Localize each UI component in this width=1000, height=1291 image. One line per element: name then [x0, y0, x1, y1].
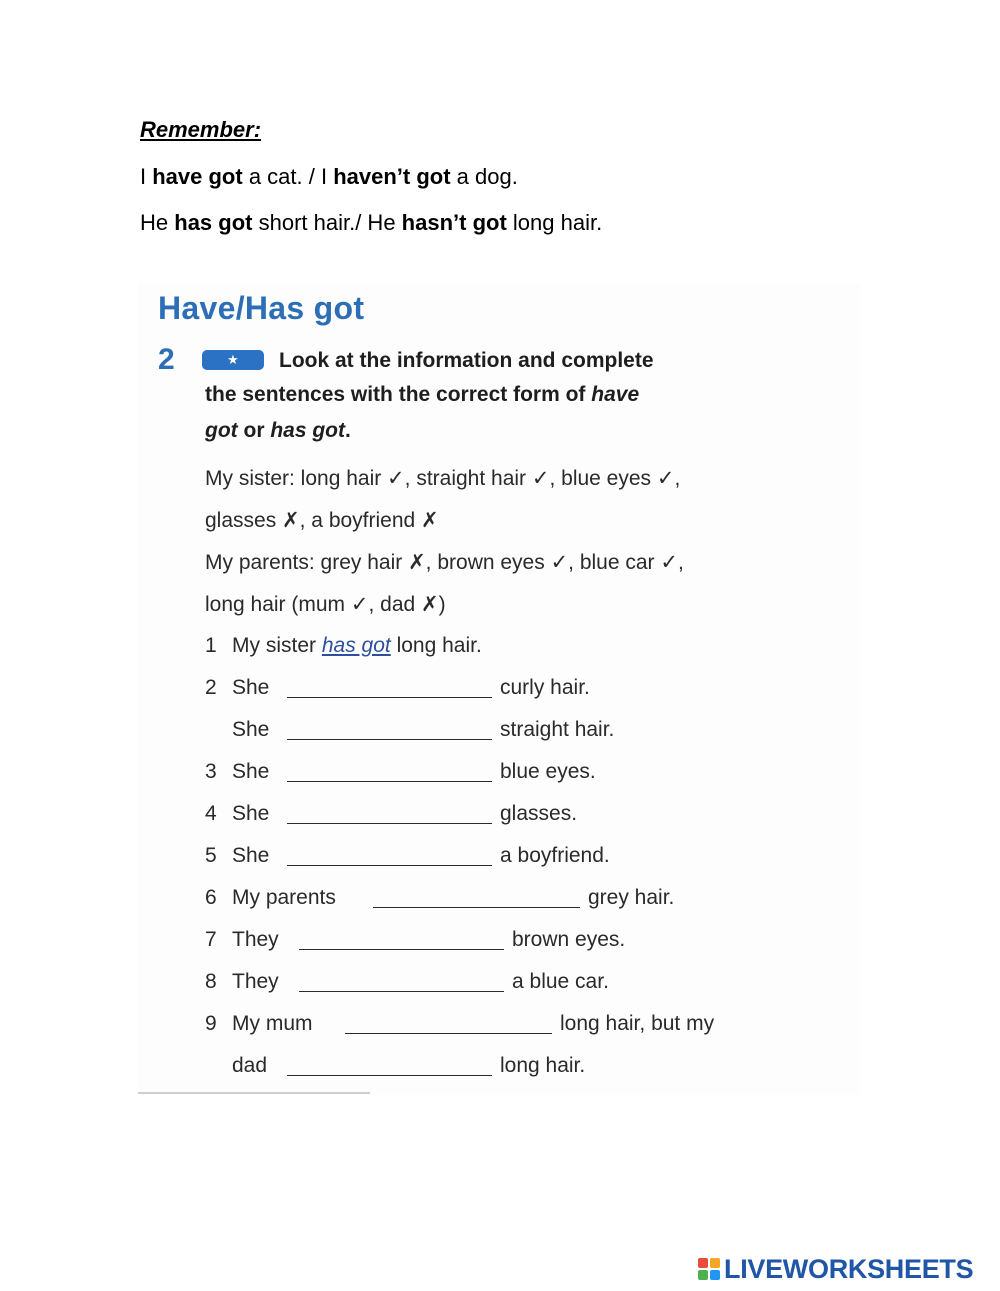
- info-line: My parents: grey hair ✗, brown eyes ✓, blue car ✓,: [205, 551, 684, 574]
- item-ending: long hair, but my: [560, 1012, 715, 1035]
- scan-edge: [138, 1092, 370, 1094]
- item-number: 3: [205, 760, 217, 783]
- item-subject: She: [232, 844, 270, 867]
- exercise-heading: Have/Has got: [158, 290, 365, 326]
- item-subject: My mum: [232, 1012, 313, 1035]
- item-subject: She: [232, 802, 270, 825]
- answer-blank[interactable]: [345, 1033, 552, 1034]
- liveworksheets-logo: LIVEWORKSHEETS: [698, 1254, 973, 1284]
- item-ending: a blue car.: [512, 970, 609, 993]
- logo-blocks-icon: [698, 1258, 720, 1280]
- item-number: 2: [205, 676, 217, 699]
- item-ending: grey hair.: [588, 886, 675, 909]
- answer-blank[interactable]: [299, 949, 504, 950]
- item-ending: a boyfriend.: [500, 844, 610, 867]
- answer-blank[interactable]: [287, 865, 492, 866]
- remember-line-1: I have got a cat. / I haven’t got a dog.: [140, 164, 518, 189]
- item-ending: brown eyes.: [512, 928, 626, 951]
- exercise-item: [205, 844, 825, 872]
- exercise-number: 2: [158, 343, 175, 376]
- answer-blank[interactable]: [299, 991, 504, 992]
- answer-blank[interactable]: [287, 781, 492, 782]
- exercise-item: [205, 970, 825, 998]
- exercise-item: [205, 1054, 825, 1082]
- remember-heading: Remember:: [140, 117, 262, 142]
- item-subject: She: [232, 718, 270, 741]
- exercise-item: [205, 928, 825, 956]
- item-number: 5: [205, 844, 217, 867]
- item-ending: long hair.: [500, 1054, 586, 1077]
- exercise-item: [205, 1012, 825, 1040]
- instruction-line-2: the sentences with the correct form of have: [205, 383, 640, 406]
- answer-blank[interactable]: [287, 697, 492, 698]
- item-subject: They: [232, 970, 279, 993]
- item-subject: My parents: [232, 886, 336, 909]
- info-line: long hair (mum ✓, dad ✗): [205, 593, 446, 616]
- answer-blank[interactable]: [287, 739, 492, 740]
- item-number: 4: [205, 802, 217, 825]
- exercise-item: [205, 718, 825, 746]
- item-number: 6: [205, 886, 217, 909]
- item-subject: She: [232, 760, 270, 783]
- answer-blank[interactable]: [287, 1075, 492, 1076]
- item-number: 7: [205, 928, 217, 951]
- exercise-item: [205, 886, 825, 914]
- item-number: 9: [205, 1012, 217, 1035]
- info-line: glasses ✗, a boyfriend ✗: [205, 509, 439, 532]
- info-line: My sister: long hair ✓, straight hair ✓, blue eyes ✓,: [205, 467, 681, 490]
- item-number: 8: [205, 970, 217, 993]
- star-level-icon: ★: [202, 350, 264, 370]
- item-subject: They: [232, 928, 279, 951]
- exercise-item: [205, 802, 825, 830]
- item-ending: glasses.: [500, 802, 578, 825]
- item-subject: dad: [232, 1054, 268, 1077]
- answer-blank[interactable]: [287, 823, 492, 824]
- instruction-line-1: Look at the information and complete: [279, 349, 654, 372]
- example-answer: has got: [321, 634, 391, 657]
- item-ending: curly hair.: [500, 676, 590, 699]
- remember-line-2: He has got short hair./ He hasn’t got long hair.: [140, 210, 603, 235]
- exercise-item: [205, 676, 825, 704]
- instruction-line-3: got or has got.: [205, 419, 351, 442]
- item-ending: straight hair.: [500, 718, 615, 741]
- answer-blank[interactable]: [373, 907, 580, 908]
- exercise-item: [205, 760, 825, 788]
- item-subject: She: [232, 676, 270, 699]
- item-ending: blue eyes.: [500, 760, 596, 783]
